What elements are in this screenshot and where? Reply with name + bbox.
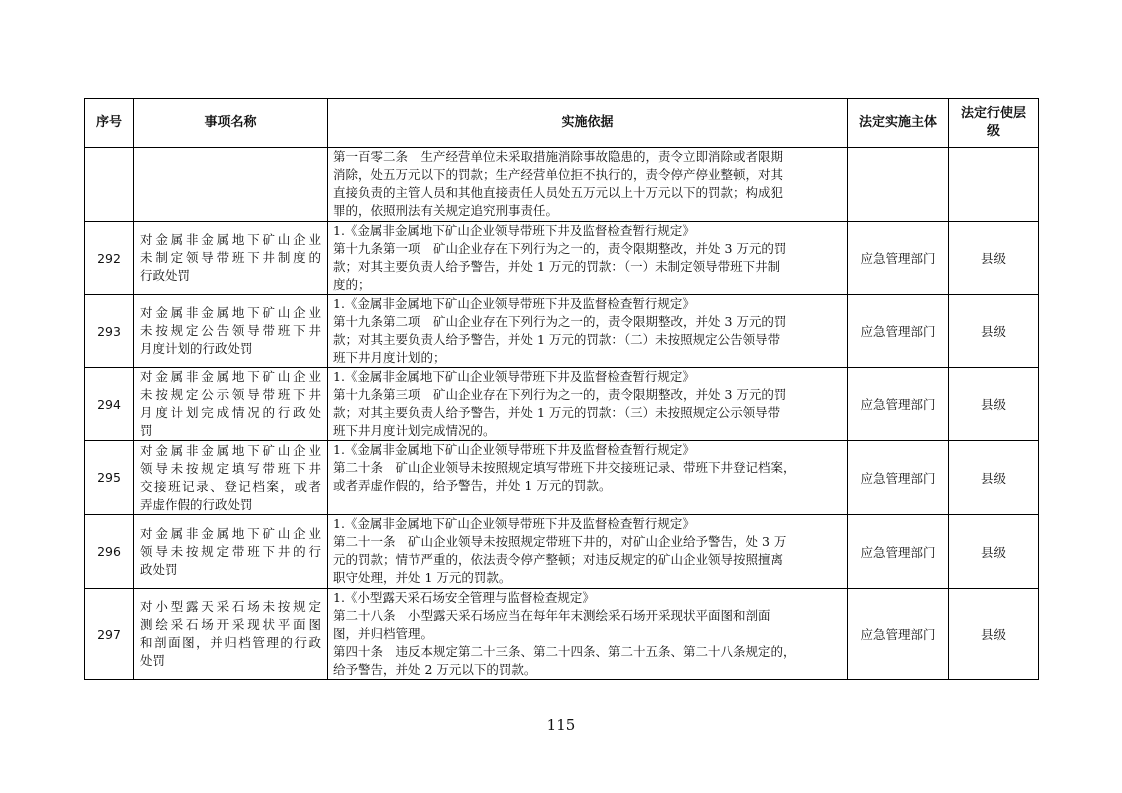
basis-line: 1.《小型露天采石场安全管理与监督检查规定》 <box>333 590 595 605</box>
item-name-line: 交接班记录、登记档案，或者 <box>140 478 321 494</box>
row-level: 县级 <box>949 441 1039 515</box>
row-subject: 应急管理部门 <box>848 441 949 515</box>
basis-line: 罪的，依照刑法有关规定追究刑事责任。 <box>333 203 559 218</box>
item-name-line: 对金属非金属地下矿山企业 <box>140 369 321 384</box>
basis-line: 班下井月度计划完成情况的。 <box>333 423 496 438</box>
row-level: 县级 <box>949 589 1039 680</box>
row-item-name <box>134 295 328 368</box>
row-basis <box>328 589 848 680</box>
row-seq: 292 <box>85 222 134 295</box>
item-name-line: 政处罚 <box>140 561 178 577</box>
basis-line: 第十九条第三项 矿山企业存在下列行为之一的，责令限期整改，并处 3 万元的罚 <box>333 387 787 402</box>
row-subject: 应急管理部门 <box>848 368 949 441</box>
basis-line: 款；对其主要负责人给予警告，并处 1 万元的罚款：（一）未制定领导带班下井制 <box>333 259 781 274</box>
row-level: 县级 <box>949 515 1039 589</box>
row-item-name <box>134 441 328 515</box>
row-level: 县级 <box>949 222 1039 295</box>
header-basis: 实施依据 <box>328 99 848 148</box>
table-row <box>85 222 1039 295</box>
row-seq: 296 <box>85 515 134 589</box>
basis-line: 1.《金属非金属地下矿山企业领导带班下井及监督检查暂行规定》 <box>333 223 695 238</box>
table-row <box>85 295 1039 368</box>
basis-line: 或者弄虚作假的，给予警告，并处 1 万元的罚款。 <box>333 478 612 493</box>
row-basis <box>328 368 848 441</box>
row-level: 县级 <box>949 295 1039 368</box>
item-name-line: 未按规定公告领导带班下井 <box>140 323 321 338</box>
item-name-line: 罚 <box>140 423 153 438</box>
row-item-name <box>134 148 328 222</box>
basis-line: 第二十一条 矿山企业领导未按照规定带班下井的，对矿山企业给予警告，处 3 万 <box>333 534 787 549</box>
row-basis <box>328 295 848 368</box>
item-name-line: 未按规定公示领导带班下井 <box>140 387 321 402</box>
item-name-line: 对小型露天采石场未按规定 <box>140 599 321 614</box>
basis-line: 图，并归档管理。 <box>333 626 434 641</box>
row-subject <box>848 148 949 222</box>
basis-line: 给予警告，并处 2 万元以下的罚款。 <box>333 662 537 677</box>
header-name: 事项名称 <box>134 99 328 148</box>
item-name-line: 对金属非金属地下矿山企业 <box>140 525 321 541</box>
row-item-name <box>134 222 328 295</box>
row-level: 县级 <box>949 368 1039 441</box>
header-row <box>85 99 1039 148</box>
table-body <box>85 148 1039 680</box>
item-name-line: 领导未按规定带班下井的行 <box>140 543 321 559</box>
row-seq: 294 <box>85 368 134 441</box>
basis-line: 第二十条 矿山企业领导未按照规定填写带班下井交接班记录、带班下井登记档案， <box>333 460 796 475</box>
row-subject: 应急管理部门 <box>848 589 949 680</box>
item-name-line: 行政处罚 <box>140 268 191 283</box>
table-row <box>85 368 1039 441</box>
basis-line: 1.《金属非金属地下矿山企业领导带班下井及监督检查暂行规定》 <box>333 369 695 384</box>
basis-line: 消除，处五万元以下的罚款；生产经营单位拒不执行的，责令停产停业整顿，对其 <box>333 167 784 182</box>
item-name-line: 月度计划的行政处罚 <box>140 341 253 356</box>
row-basis <box>328 222 848 295</box>
item-name-line: 对金属非金属地下矿山企业 <box>140 442 321 458</box>
basis-line: 班下井月度计划的； <box>333 350 446 365</box>
row-basis <box>328 441 848 515</box>
row-seq: 295 <box>85 441 134 515</box>
basis-line: 第十九条第二项 矿山企业存在下列行为之一的，责令限期整改，并处 3 万元的罚 <box>333 314 787 329</box>
table-row <box>85 148 1039 222</box>
row-subject: 应急管理部门 <box>848 515 949 589</box>
item-name-line: 对金属非金属地下矿山企业 <box>140 232 321 247</box>
row-basis <box>328 148 848 222</box>
item-name-line: 对金属非金属地下矿山企业 <box>140 305 321 320</box>
header-subject: 法定实施主体 <box>848 99 949 148</box>
item-name-line: 弄虚作假的行政处罚 <box>140 496 253 512</box>
row-subject: 应急管理部门 <box>848 295 949 368</box>
row-basis <box>328 515 848 589</box>
basis-line: 款；对其主要负责人给予警告，并处 1 万元的罚款：（二）未按照规定公告领导带 <box>333 332 781 347</box>
header-seq: 序号 <box>85 99 134 148</box>
row-seq: 293 <box>85 295 134 368</box>
row-seq: 297 <box>85 589 134 680</box>
table-row <box>85 515 1039 589</box>
item-name-line: 领导未按规定填写带班下井 <box>140 460 321 476</box>
row-item-name <box>134 368 328 441</box>
regulation-table <box>84 98 1039 680</box>
basis-line: 直接负责的主管人员和其他直接责任人员处五万元以上十万元以下的罚款；构成犯 <box>333 185 784 200</box>
row-level <box>949 148 1039 222</box>
basis-line: 第二十八条 小型露天采石场应当在每年年末测绘采石场开采现状平面图和剖面 <box>333 608 771 623</box>
basis-line: 1.《金属非金属地下矿山企业领导带班下井及监督检查暂行规定》 <box>333 442 695 457</box>
page-number: 115 <box>546 716 576 734</box>
item-name-line: 处罚 <box>140 653 166 668</box>
basis-line: 元的罚款；情节严重的，依法责令停产整顿；对违反规定的矿山企业领导按照擅离 <box>333 552 784 567</box>
row-item-name <box>134 589 328 680</box>
basis-line: 第四十条 违反本规定第二十三条、第二十四条、第二十五条、第二十八条规定的， <box>333 644 796 659</box>
item-name-line: 月度计划完成情况的行政处 <box>140 405 321 420</box>
item-name-line: 和剖面图，并归档管理的行政 <box>140 635 321 650</box>
table-row <box>85 589 1039 680</box>
item-name-line: 未制定领导带班下井制度的 <box>140 250 321 265</box>
basis-line: 职守处理，并处 1 万元的罚款。 <box>333 570 512 585</box>
header-level: 法定行使层 级 <box>949 99 1039 148</box>
row-seq <box>85 148 134 222</box>
basis-line: 1.《金属非金属地下矿山企业领导带班下井及监督检查暂行规定》 <box>333 296 695 311</box>
row-subject: 应急管理部门 <box>848 222 949 295</box>
item-name-line: 测绘采石场开采现状平面图 <box>140 617 321 632</box>
basis-line: 第一百零二条 生产经营单位未采取措施消除事故隐患的，责令立即消除或者限期 <box>333 149 784 164</box>
table-row <box>85 441 1039 515</box>
row-item-name <box>134 515 328 589</box>
basis-line: 款；对其主要负责人给予警告，并处 1 万元的罚款：（三）未按照规定公示领导带 <box>333 405 781 420</box>
basis-line: 第十九条第一项 矿山企业存在下列行为之一的，责令限期整改，并处 3 万元的罚 <box>333 241 787 256</box>
basis-line: 1.《金属非金属地下矿山企业领导带班下井及监督检查暂行规定》 <box>333 516 695 531</box>
basis-line: 度的； <box>333 277 371 292</box>
